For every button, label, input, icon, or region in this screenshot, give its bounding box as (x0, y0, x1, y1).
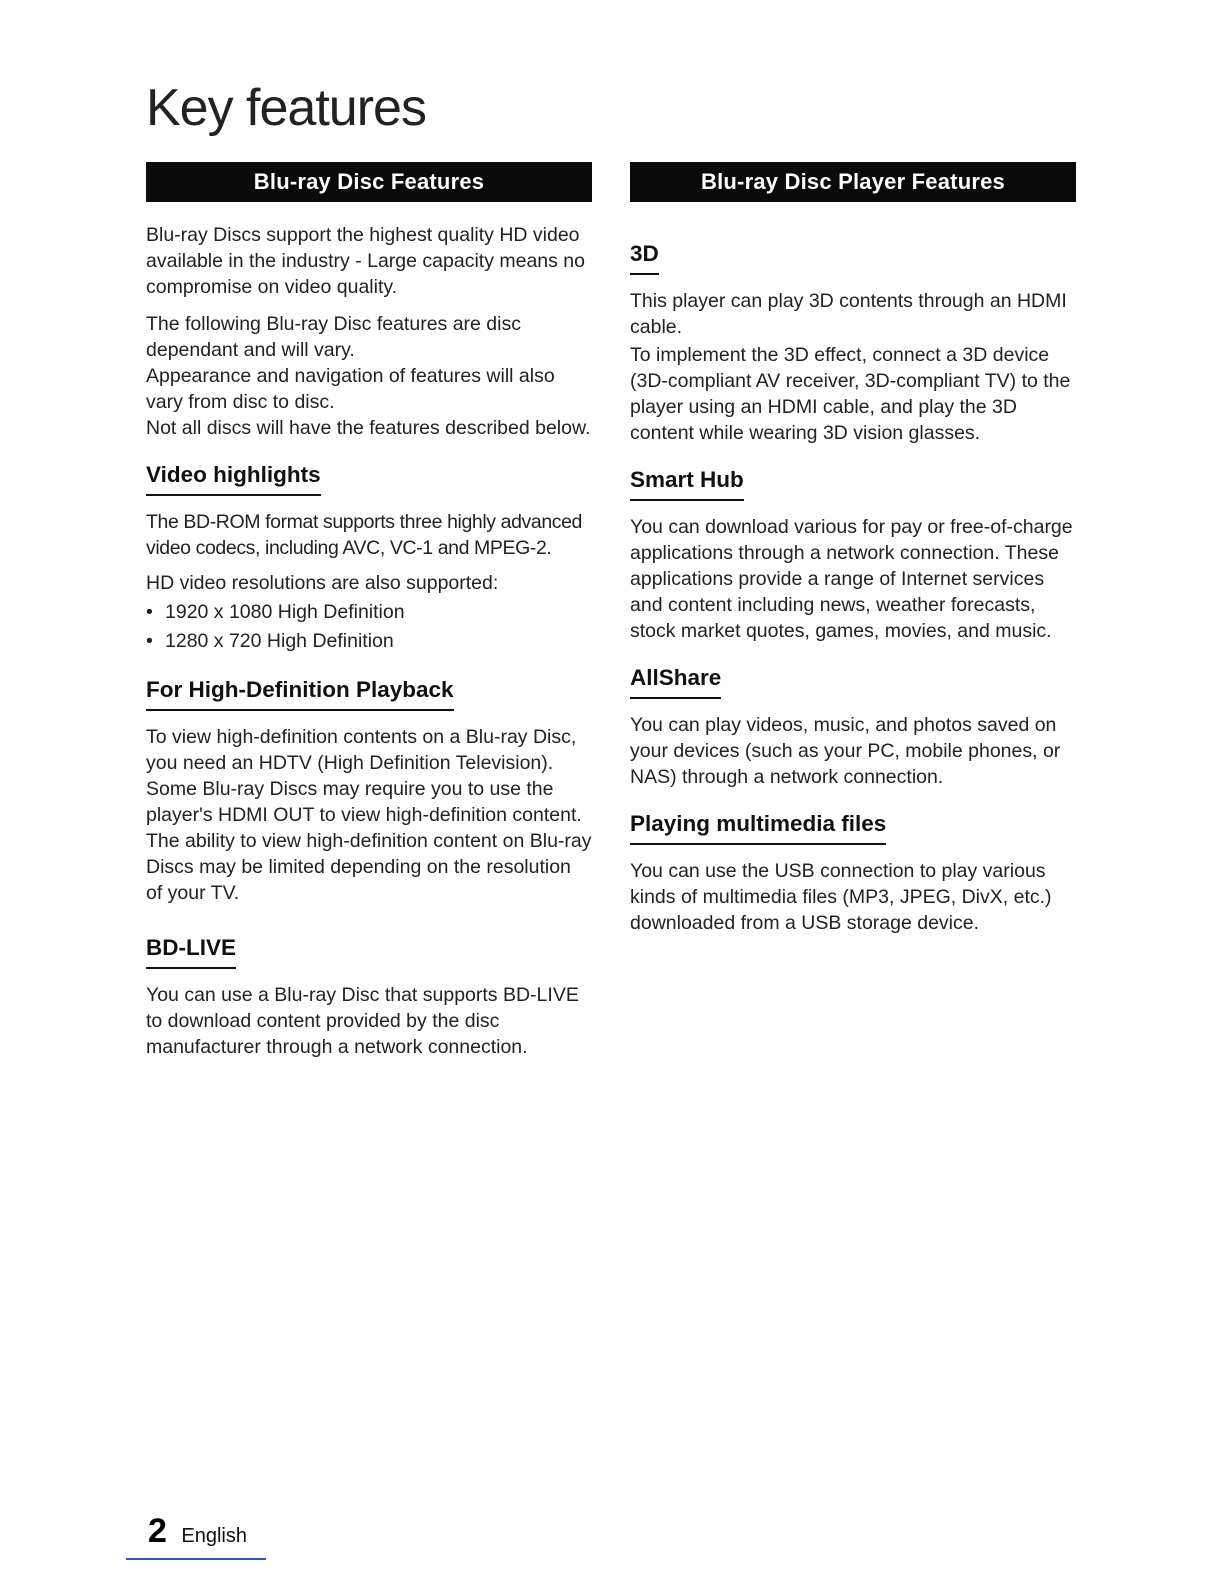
player-features-banner: Blu-ray Disc Player Features (630, 162, 1076, 202)
list-item: • 1280 x 720 High Definition (146, 627, 592, 656)
section-heading: Playing multimedia files (630, 810, 886, 845)
section-paragraph: You can download various for pay or free-of-charge applications through a network connection. These applications provide a range of Internet services and content including news, weather forecasts, stock market quotes, games, movies, and music. (630, 516, 1073, 642)
section-hd-playback (146, 676, 592, 906)
section-bd-live (146, 934, 592, 1060)
section-multimedia (630, 810, 1076, 936)
section-video-highlights (146, 461, 592, 656)
section-paragraph: You can use a Blu-ray Disc that supports BD-LIVE to download content provided by the disc manufacturer through a network connection. (146, 984, 579, 1058)
intro-block (146, 222, 592, 441)
page-number: 2 (148, 1512, 167, 1550)
footer-divider (126, 1558, 266, 1560)
section-heading: Smart Hub (630, 466, 744, 501)
footer-language: English (181, 1525, 247, 1547)
section-heading: 3D (630, 240, 659, 275)
left-column (146, 162, 592, 1069)
page-title: Key features (146, 79, 426, 137)
section-paragraph: This player can play 3D contents through an HDMI cable. (630, 290, 1067, 338)
section-paragraph: The BD-ROM format supports three highly advanced video codecs, including AVC, VC-1 and MPEG-2. (146, 511, 583, 559)
section-paragraph: You can use the USB connection to play various kinds of multimedia files (MP3, JPEG, DivX, etc.) downloaded from a USB storage device. (630, 860, 1052, 934)
intro-paragraph: The following Blu-ray Disc features are disc dependant and will vary. (146, 313, 521, 361)
section-3d (630, 240, 1076, 446)
section-paragraph: HD video resolutions are also supported: (146, 572, 499, 594)
resolution-list (146, 598, 592, 656)
right-column (630, 162, 1076, 945)
page-footer (148, 1512, 247, 1551)
section-heading: For High-Definition Playback (146, 676, 454, 711)
section-paragraph: To implement the 3D effect, connect a 3D device (3D-compliant AV receiver, 3D-compliant TV) to the player using an HDMI cable, and play the 3D content while wearing 3D vision glasses. (630, 344, 1071, 444)
intro-paragraph: Blu-ray Discs support the highest quality HD video available in the industry - Large capacity means no compromise on video quality. (146, 224, 585, 298)
section-allshare (630, 664, 1076, 790)
intro-paragraph: Not all discs will have the features described below. (146, 417, 591, 439)
section-heading: BD-LIVE (146, 934, 236, 969)
section-paragraph: You can play videos, music, and photos saved on your devices (such as your PC, mobile phones, or NAS) through a network connection. (630, 714, 1061, 788)
section-heading: Video highlights (146, 461, 321, 496)
disc-features-banner: Blu-ray Disc Features (146, 162, 592, 202)
section-smart-hub (630, 466, 1076, 644)
list-item: • 1920 x 1080 High Definition (146, 598, 592, 627)
section-paragraph: To view high-definition contents on a Blu-ray Disc, you need an HDTV (High Definition Television). Some Blu-ray Discs may require you to use the player's HDMI OUT to view high-definition content. The ability to view high-definition content on Blu-ray Discs may be limited depending on the resolution of your TV. (146, 726, 592, 904)
intro-paragraph: Appearance and navigation of features will also vary from disc to disc. (146, 365, 555, 413)
section-heading: AllShare (630, 664, 721, 699)
